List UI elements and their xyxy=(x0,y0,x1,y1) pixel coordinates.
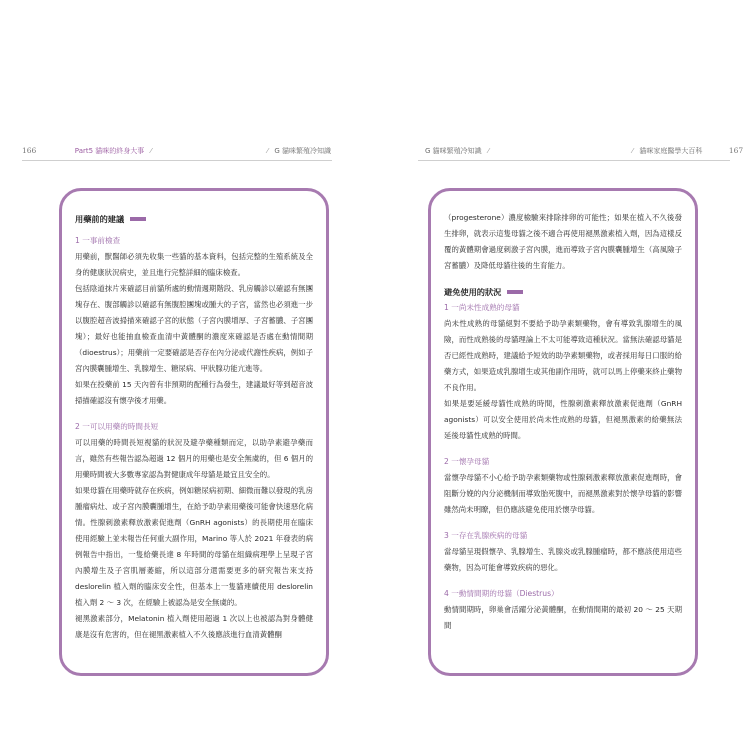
subheading: 3 一存在乳腺疾病的母貓 xyxy=(444,531,528,540)
right-header-rule xyxy=(418,160,730,161)
left-page-number: 166 xyxy=(22,146,37,155)
paragraph: 尚未性成熟的母貓絕對不要給予助孕素類藥物，會有導致乳腺增生的風險，而性成熟後的母貓理論上不太可能導致這種狀況。當無法確認母貓是否已經性成熟時，建議給予短效的助孕素類藥物，或者採用每日口服的給藥方式，如果造成乳腺增生或其他副作用時，就可以馬上停藥來終止藥物不良作用。 xyxy=(444,319,682,392)
right-chapter-head xyxy=(425,146,493,156)
left-running-head: G 貓咪繁殖冷知識 xyxy=(274,147,332,155)
left-header-rule xyxy=(22,160,332,161)
paragraph: 如果是要延緩母貓性成熟的時間，性腺刺激素釋放激素促進劑（GnRH agonists）可以安全使用於尚未性成熟的母貓，但褪黑激素的給藥無法延後母貓性成熟的時間。 xyxy=(444,399,682,440)
left-chapter-head xyxy=(263,146,331,156)
paragraph: 當懷孕母貓不小心給予助孕素類藥物或性腺刺激素釋放激素促進劑時，會阻斷分娩的內分泌機制而導致胎死腹中，而褪黑激素對於懷孕母貓的影響雖然尚未明瞭，但仍應該避免使用於懷孕母貓。 xyxy=(444,473,682,514)
paragraph: 當母貓呈現假懷孕、乳腺增生、乳腺炎或乳腺腫瘤時，都不應該使用這些藥物，因為可能會導致疾病的惡化。 xyxy=(444,547,682,572)
paragraph: （progesterone）濃度檢驗來排除排卵的可能性；如果在植入不久後發生排卵，就表示這隻母貓之後不適合再使用褪黑激素植入劑，因為這樣反覆的黃體期會過度刺激子宮內膜，進而導致子宮內膜囊腫增生（高風險子宮蓄膿）及降低母貓往後的生育能力。 xyxy=(444,213,682,270)
paragraph: 可以用藥的時間長短視貓的狀況及避孕藥種類而定，以助孕素避孕藥而言，雖然有些報告認為超過 12 個月的用藥也是安全無虞的，但 6 個月的用藥時間被大多數專家認為對健康成年母貓是最宜且安全的。 xyxy=(75,438,313,479)
right-running-header xyxy=(628,146,743,156)
paragraph: 用藥前，獸醫師必須先收集一些貓的基本資料，包括完整的生殖系統及全身的健康狀況病史，並且進行完整詳細的臨床檢查。 xyxy=(75,252,313,277)
paragraph: 動情間期時，卵巢會活躍分泌黃體酮，在動情間期的最初 20 ～ 25 天期間 xyxy=(444,605,682,630)
subheading: 2 一懷孕母貓 xyxy=(444,457,490,466)
section-heading-text: 避免使用的狀況 xyxy=(444,287,502,297)
section-heading xyxy=(75,211,313,227)
right-page-number: 167 xyxy=(728,146,744,155)
paragraph: 包括陰道抹片來確認目前貓所處的動情週期階段、乳房觸診以確認有無團塊存在、腹部觸診以確認有無腹腔團塊或腫大的子宮，當然也必須進一步以腹腔超音波掃描來確認子宮的狀態（子宮內膜增厚、子宮蓄膿、子宮團塊）；最好也能抽血檢查血清中黃體酮的濃度來確認是否處在動情間期（dioestrus）；用藥前一定要確認是否存在內分泌或代謝性疾病，例如子宮內膜囊腫增生、乳腺增生、糖尿病、甲狀腺功能亢進等。 xyxy=(75,284,313,373)
subheading: 2 一可以用藥的時間長短 xyxy=(75,422,159,431)
header-slash: ⁄ xyxy=(267,147,269,155)
paragraph: 如果在投藥前 15 天內曾有非預期的配種行為發生，建議最好等到超音波掃描確認沒有懷孕後才用藥。 xyxy=(75,380,313,405)
header-slash: ⁄ xyxy=(487,147,490,155)
right-page-content xyxy=(444,210,682,634)
left-page-content xyxy=(75,211,313,643)
heading-bar xyxy=(507,290,523,294)
paragraph: 如果母貓在用藥時就存在疾病，例如糖尿病初期、細微而難以發現的乳房腫瘤病灶、或子宮內膜囊腫增生，在給予助孕素用藥後可能會快速惡化病情。性腺刺激素釋放激素促進劑（GnRH agonists）的長期使用在臨床使用經驗上並未報告任何重大副作用，Marino 等人於 2021 年發表的病例報告中指出，一隻給藥長達 8 年時間的母貓在組織病理學上呈現子宮內膜增生及子宮肌層萎縮，所以這部分還需要更多的研究報告來支持 deslorelin 植入劑的臨床安全性，但基本上一隻貓連續使用 deslorelin 植入劑 2 ～ 3 次，在經驗上被認為是安全無虞的。 xyxy=(75,486,313,607)
section-heading xyxy=(444,284,682,300)
heading-bar xyxy=(130,217,146,221)
left-running-header xyxy=(22,146,156,156)
section-heading-text: 用藥前的建議 xyxy=(75,214,125,224)
subheading: 1 一尚未性成熟的母貓 xyxy=(444,303,520,312)
part-label: Part5 貓咪的終身大事 xyxy=(74,147,145,155)
right-running-head: G 貓咪繁殖冷知識 xyxy=(425,147,482,155)
subheading: 4 一動情間期的母貓（Diestrus） xyxy=(444,589,559,598)
paragraph: 褪黑激素部分，Melatonin 植入劑使用超過 1 次以上也被認為對身體健康是沒有危害的，但在褪黑激素植入不久後應該進行血清黃體酮 xyxy=(75,614,313,639)
header-slash: ⁄ xyxy=(150,147,152,155)
subheading: 1 一事前檢查 xyxy=(75,236,121,245)
header-slash: ⁄ xyxy=(632,147,634,155)
book-title: 貓咪家庭醫學大百科 xyxy=(639,147,703,155)
